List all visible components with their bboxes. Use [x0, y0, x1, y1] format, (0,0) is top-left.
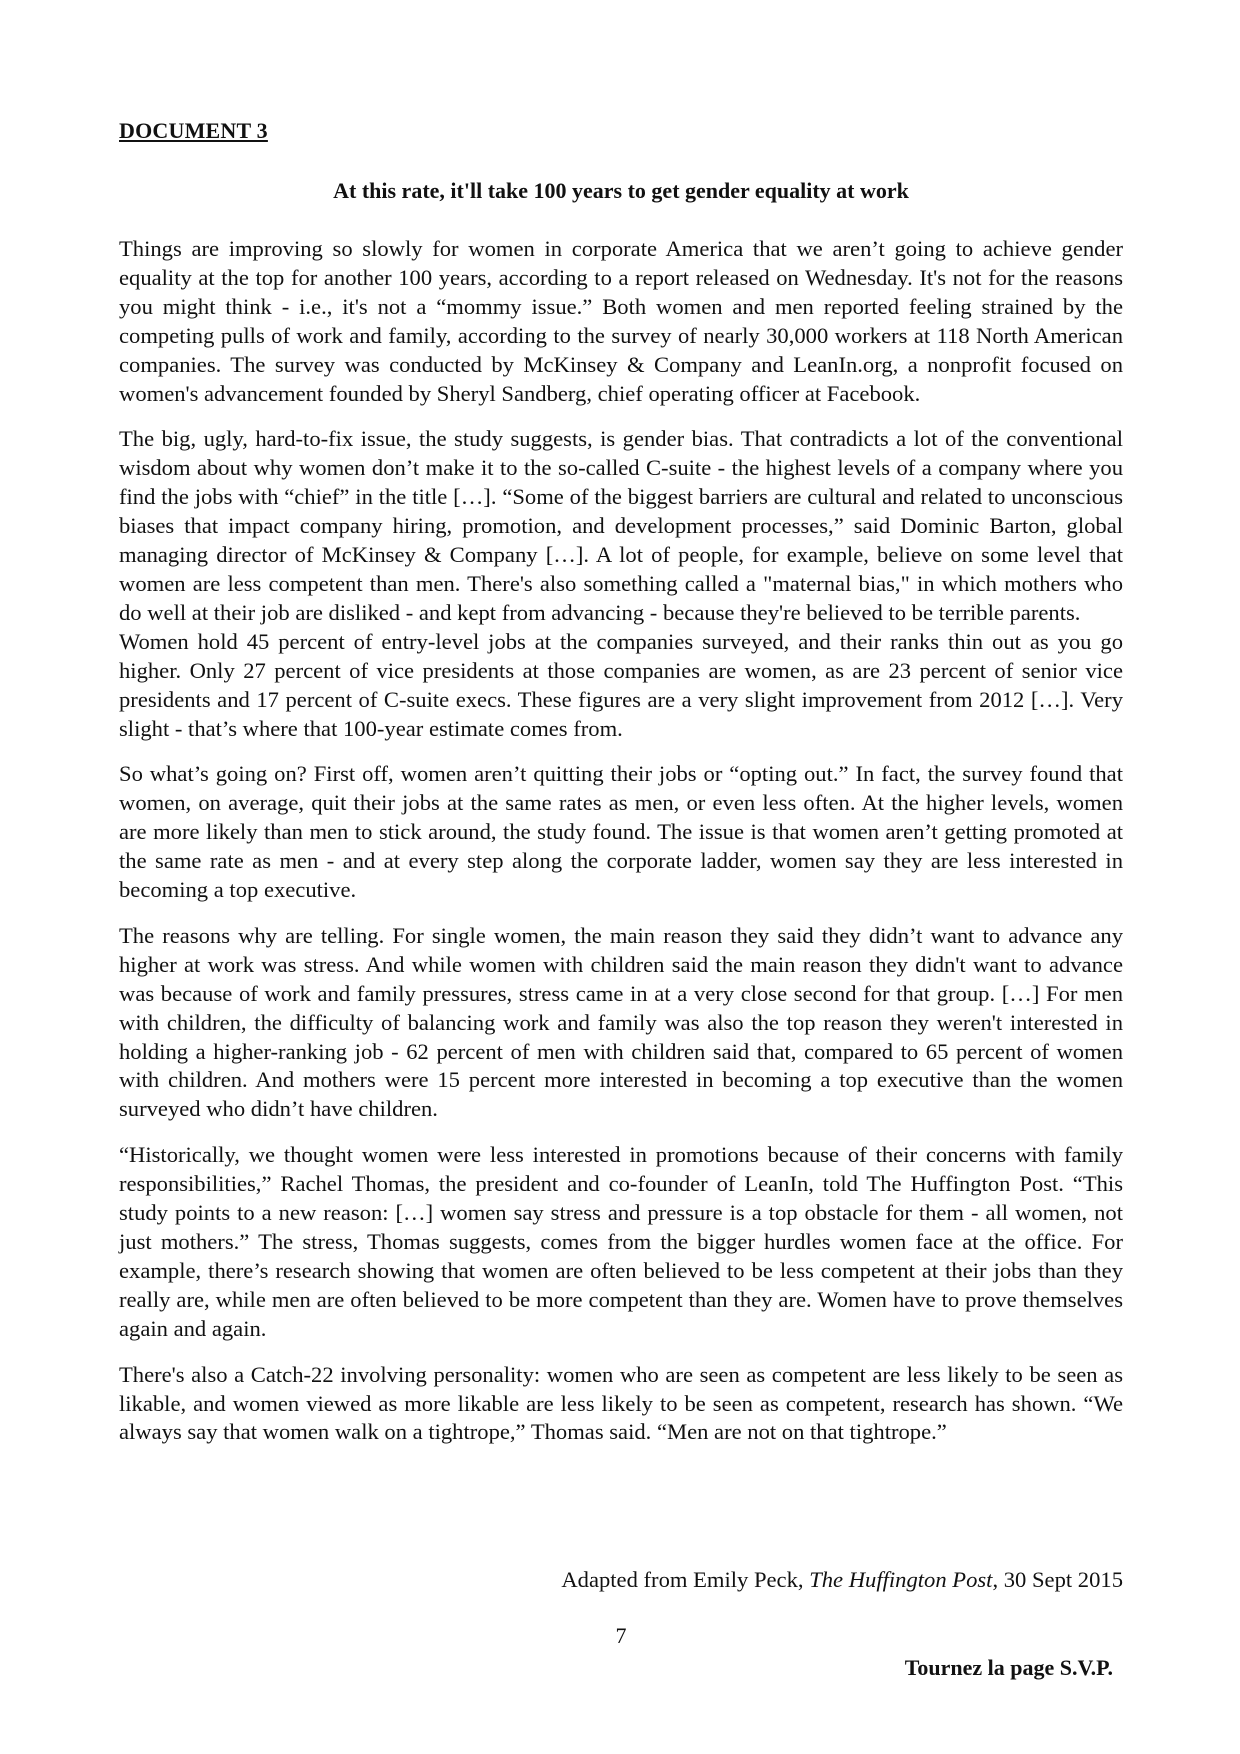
source-prefix: Adapted from Emily Peck,: [561, 1567, 810, 1592]
paragraph: The reasons why are telling. For single women, the main reason they said they didn’t want to advance any higher at work was stress. And while women with children said the main reason they didn't want to advance was because of work and family pressures, stress came in at a very close second for that group. […] For men with children, the difficulty of balancing work and family was also the top reason they weren't interested in holding a higher-ranking job - 62 percent of men with children said that, compared to 65 percent of women with children. And mothers were 15 percent more interested in becoming a top executive than the women surveyed who didn’t have children.: [119, 922, 1123, 1122]
page-number: 7: [615, 1623, 627, 1648]
paragraph: So what’s going on? First off, women aren’t quitting their jobs or “opting out.” In fact, the survey found that women, on average, quit their jobs at the same rates as men, or even less often. At the higher levels, women are more likely than men to stick around, the study found. The issue is that women aren’t getting promoted at the same rate as men - and at every step along the corporate ladder, women say they are less interested in becoming a top executive.: [119, 761, 1123, 903]
document-label: DOCUMENT 3: [119, 118, 268, 143]
paragraph: “Historically, we thought women were less interested in promotions because of their concerns with family responsibilities,” Rachel Thomas, the president and co-founder of LeanIn, told The Huffington Post. “This study points to a new reason: […] women say stress and pressure is a top obstacle for them - all women, not just mothers.” The stress, Thomas suggests, comes from the bigger hurdles women face at the office. For example, there’s research showing that women are often believed to be less competent at their jobs than they really are, while men are often believed to be more competent than they are. Women have to prove themselves again and again.: [119, 1142, 1123, 1341]
paragraph: Women hold 45 percent of entry-level jobs at the companies surveyed, and their ranks thin out as you go higher. Only 27 percent of vice presidents at those companies are women, as are 23 percent of senior vice presidents and 17 percent of C-suite execs. These figures are a very slight improvement from 2012 […]. Very slight - that’s where that 100-year estimate comes from.: [119, 628, 1123, 741]
source-date: , 30 Sept 2015: [992, 1567, 1123, 1592]
article-body: [119, 235, 1123, 1464]
source-publication: The Huffington Post: [809, 1567, 993, 1592]
source-citation: [561, 1567, 1123, 1593]
article-title: At this rate, it'll take 100 years to get gender equality at work: [333, 178, 909, 203]
turn-page-note: Tournez la page S.V.P.: [904, 1655, 1113, 1680]
document-page: [119, 0, 1123, 1754]
paragraph: There's also a Catch-22 involving personality: women who are seen as competent are less likely to be seen as likable, and women viewed as more likable are less likely to be seen as competent, research has shown. “We always say that women walk on a tightrope,” Thomas said. “Men are not on that tightrope.”: [119, 1361, 1123, 1445]
paragraph: Things are improving so slowly for women in corporate America that we aren’t going to achieve gender equality at the top for another 100 years, according to a report released on Wednesday. It's not for the reasons you might think - i.e., it's not a “mommy issue.” Both women and men reported feeling strained by the competing pulls of work and family, according to the survey of nearly 30,000 workers at 118 North American companies. The survey was conducted by McKinsey & Company and LeanIn.org, a nonprofit focused on women's advancement founded by Sheryl Sandberg, chief operating officer at Facebook.: [119, 236, 1123, 406]
paragraph: The big, ugly, hard-to-fix issue, the study suggests, is gender bias. That contradicts a lot of the conventional wisdom about why women don’t make it to the so-called C-suite - the highest levels of a company where you find the jobs with “chief” in the title […]. “Some of the biggest barriers are cultural and related to unconscious biases that impact company hiring, promotion, and development processes,” said Dominic Barton, global managing director of McKinsey & Company […]. A lot of people, for example, believe on some level that women are less competent than men. There's also something called a "maternal bias," in which mothers who do well at their job are disliked - and kept from advancing - because they're believed to be terrible parents.: [119, 426, 1123, 625]
